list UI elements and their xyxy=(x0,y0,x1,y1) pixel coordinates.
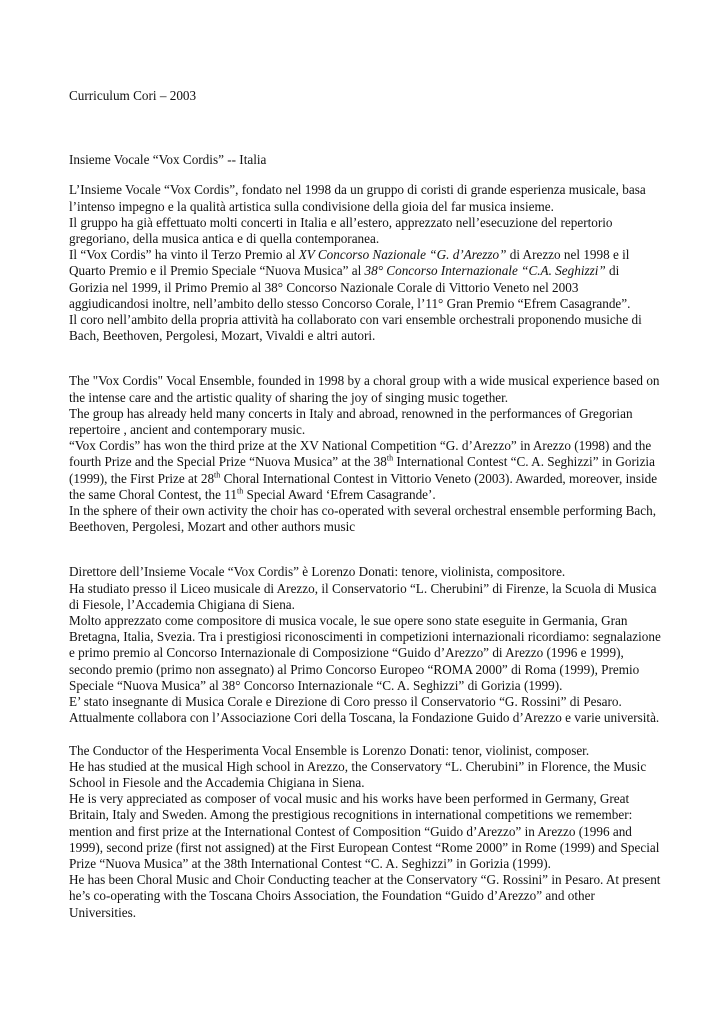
english-ensemble-paragraph-4: In the sphere of their own activity the choir has co-operated with several orchestral ensemble performing Bach, Beethoven, Pergolesi, Mozart and other authors music xyxy=(69,503,656,535)
english-ensemble-paragraph-3 xyxy=(69,438,661,503)
italian-director-paragraph-3: Molto apprezzato come compositore di musica vocale, le sue opere sono state eseguite in Germania, Gran Bretagna, Italia, Svezia. Tra i prestigiosi riconoscimenti in competizioni internazionali ricordiamo: segnalazione e primo premio al Concorso Internazionale di Composizione “Guido d’Arezzo” di Arezzo (1996 e 1999), secondo premio (primo non assegnato) al Primo Concorso Europeo “ROMA 2000” di Roma (1999), Premio Speciale “Nuova Musica” al 38° Concorso Internazionale “C. A. Seghizzi” di Gorizia (1999). xyxy=(69,613,661,693)
english-ensemble-p3-text-d: Special Award ‘Efrem Casagrande’. xyxy=(243,486,436,502)
ordinal-suffix: th xyxy=(214,470,221,480)
english-ensemble-p3-text-c: Choral International Contest in Vittorio Veneto (2003). Awarded, moreover, inside the same Choral Contest, the 11 xyxy=(69,470,658,502)
italian-ensemble-p3-italic-a: XV Concorso Nazionale “G. d’Arezzo” xyxy=(298,247,507,263)
italian-director-paragraph-2: Ha studiato presso il Liceo musicale di Arezzo, il Conservatorio “L. Cherubini” di Firenze, la Scuola di Musica di Fiesole, l’Accademia Chigiana di Siena. xyxy=(69,580,657,612)
italian-ensemble-paragraph-3 xyxy=(69,247,661,312)
document-body xyxy=(69,88,661,921)
english-ensemble-p3-text-a: “Vox Cordis” has won the third prize at the XV National Competition “G. d’Arezzo” in Arezzo (1998) and the fourth Prize and the Special Prize “Nuova Musica” at the 38 xyxy=(69,438,652,470)
italian-ensemble-paragraph-1: L’Insieme Vocale “Vox Cordis”, fondato nel 1998 da un gruppo di coristi di grande esperienza musicale, basa l’intenso impegno e la qualità artistica sulla condivisione della gioia del far musica insieme. xyxy=(69,182,646,214)
ordinal-suffix: th xyxy=(386,454,394,464)
document-title: Curriculum Cori – 2003 xyxy=(69,88,197,103)
ordinal-suffix: th xyxy=(237,486,244,496)
english-ensemble-section xyxy=(69,373,661,535)
italian-ensemble-section xyxy=(69,182,661,344)
italian-director-paragraph-5: Attualmente collabora con l’Associazione Cori della Toscana, la Fondazione Guido d’Arezzo e varie università. xyxy=(69,710,660,726)
italian-director-paragraph-4: E’ stato insegnante di Musica Corale e Direzione di Coro presso il Conservatorio “G. Rossini” di Pesaro. xyxy=(69,694,622,710)
english-director-paragraph-2: He has studied at the musical High school in Arezzo, the Conservatory “L. Cherubini” in Florence, the Music School in Fiesole and the Accademia Chigiana in Siena. xyxy=(69,758,647,790)
english-director-paragraph-3: He is very appreciated as composer of vocal music and his works have been performed in Germany, Great Britain, Italy and Sweden. Among the prestigious recognitions in international competitions we remember: mention and first prize at the International Contest of Composition “Guido d’Arezzo” in Arezzo (1996 and 1999), second prize (first not assigned) at the First European Contest “Rome 2000” in Rome (1999) and Special Prize “Nuova Musica” at the 38th International Contest “C. A. Seghizzi” in Gorizia (1999). xyxy=(69,791,660,871)
italian-ensemble-p3-text-b: di Arezzo nel 1998 e il Quarto Premio e il Premio Speciale “Nuova Musica” al xyxy=(69,247,630,279)
italian-ensemble-paragraph-2: Il gruppo ha già effettuato molti concerti in Italia e all’estero, apprezzato nell’esecuzione del repertorio gregoriano, della musica antica e di quella contemporanea. xyxy=(69,214,613,247)
ensemble-heading: Insieme Vocale “Vox Cordis” -- Italia xyxy=(69,152,267,168)
italian-director-paragraph-1: Direttore dell’Insieme Vocale “Vox Cordis” è Lorenzo Donati: tenore, violinista, compositore. xyxy=(69,564,566,580)
english-ensemble-paragraph-2: The group has already held many concerts in Italy and abroad, renowned in the performances of Gregorian repertoire , ancient and contemporary music. xyxy=(69,405,633,438)
english-ensemble-paragraph-1: The "Vox Cordis" Vocal Ensemble, founded in 1998 by a choral group with a wide musical experience based on the intense care and the artistic quality of sharing the joy of singing music together. xyxy=(69,373,660,405)
english-director-section xyxy=(69,743,661,921)
english-ensemble-p3-text-b: International Contest “C. A. Seghizzi” in Gorizia (1999), the First Prize at 28 xyxy=(69,454,655,486)
italian-ensemble-p3-text-c: di Gorizia nel 1999, il Primo Premio al 38° Concorso Nazionale Corale di Vittorio Veneto nel 2003 aggiudicandosi inoltre, nell’ambito dello stesso Concorso Corale, l’11° Gran Premio “Efrem Casagrande”. xyxy=(69,263,631,311)
italian-director-section xyxy=(69,564,661,726)
italian-ensemble-p3-text-a: Il “Vox Cordis” ha vinto il Terzo Premio al xyxy=(69,247,299,263)
italian-ensemble-paragraph-4: Il coro nell’ambito della propria attività ha collaborato con vari ensemble orchestrali proponendo musiche di Bach, Beethoven, Pergolesi, Mozart, Vivaldi e altri autori. xyxy=(69,312,642,344)
english-director-paragraph-1: The Conductor of the Hesperimenta Vocal Ensemble is Lorenzo Donati: tenor, violinist, composer. xyxy=(69,742,590,758)
italian-ensemble-p3-italic-b: 38° Concorso Internazionale “C.A. Seghizzi” xyxy=(364,263,606,279)
english-director-paragraph-4: He has been Choral Music and Choir Conducting teacher at the Conservatory “G. Rossini” in Pesaro. At present he’s co-operating with the Toscana Choirs Association, the Foundation “Guido d’Arezzo” and other Universities. xyxy=(69,872,661,920)
